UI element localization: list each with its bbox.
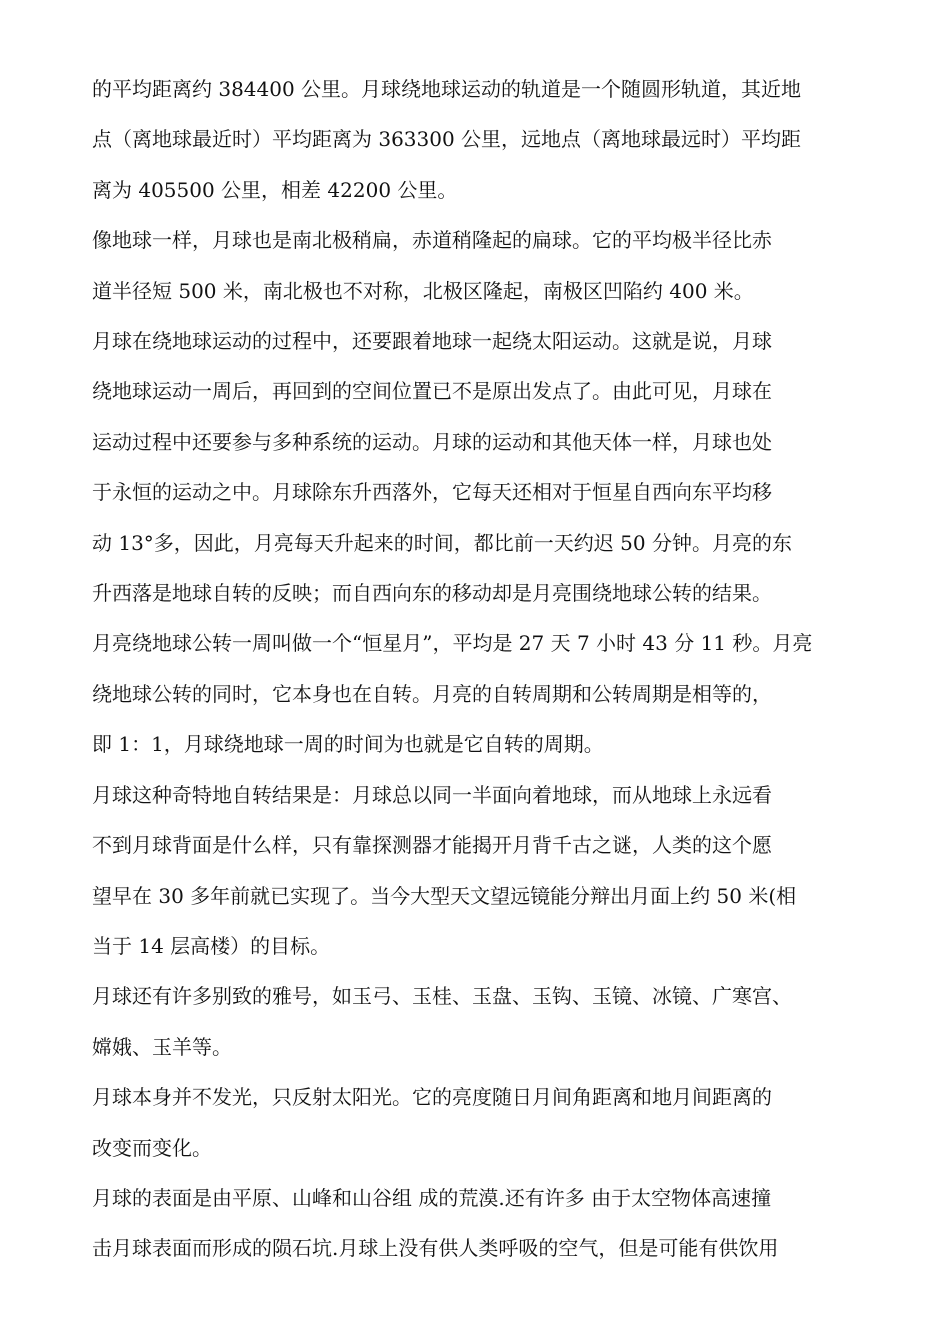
paragraph-moon-shape [92,215,862,316]
text-line: 月球在绕地球运动的过程中，还要跟着地球一起绕太阳运动。这就是说，月球 [92,329,772,354]
text-line: 运动过程中还要参与多种系统的运动。月球的运动和其他天体一样，月球也处 [92,429,772,454]
paragraph-moonlight [92,1072,862,1173]
paragraph-nicknames [92,971,862,1072]
text-line: 月亮绕地球公转一周叫做一个“恒星月”，平均是 27 天 7 小时 43 分 11 秒。月亮 [92,631,813,656]
document-body [92,64,862,1274]
text-line: 离为 405500 公里，相差 42200 公里。 [92,177,458,202]
paragraph-moon-distance [92,64,862,215]
text-line: 嫦娥、玉羊等。 [92,1034,232,1059]
text-line: 击月球表面而形成的陨石坑.月球上没有供人类呼吸的空气，但是可能有供饮用 [92,1236,779,1261]
paragraph-surface [92,1173,862,1274]
text-line: 改变而变化。 [92,1135,212,1160]
text-line: 不到月球背面是什么样，只有靠探测器才能揭开月背千古之谜，人类的这个愿 [92,833,772,858]
text-line: 当于 14 层高楼）的目标。 [92,933,331,958]
text-line: 道半径短 500 米，南北极也不对称，北极区隆起，南极区凹陷约 400 米。 [92,278,754,303]
text-line: 月球本身并不发光，只反射太阳光。它的亮度随日月间角距离和地月间距离的 [92,1085,772,1110]
paragraph-far-side [92,770,862,972]
text-line: 月球这种奇特地自转结果是：月球总以同一半面向着地球，而从地球上永远看 [92,782,772,807]
text-line: 绕地球运动一周后，再回到的空间位置已不是原出发点了。由此可见，月球在 [92,379,772,404]
text-line: 望早在 30 多年前就已实现了。当今大型天文望远镜能分辩出月面上约 50 米(相 [92,883,797,908]
text-line: 月球的表面是由平原、山峰和山谷组 成的荒漠.还有许多 由于太空物体高速撞 [92,1185,772,1210]
paragraph-sidereal-month [92,618,862,769]
text-line: 像地球一样，月球也是南北极稍扁，赤道稍隆起的扁球。它的平均极半径比赤 [92,228,772,253]
paragraph-moon-motion [92,316,862,618]
text-line: 点（离地球最近时）平均距离为 363300 公里，远地点（离地球最远时）平均距 [92,127,802,152]
text-line: 月球还有许多别致的雅号，如玉弓、玉桂、玉盘、玉钩、玉镜、冰镜、广寒宫、 [92,984,792,1009]
text-line: 升西落是地球自转的反映；而自西向东的移动却是月亮围绕地球公转的结果。 [92,581,772,606]
text-line: 即 1：1，月球绕地球一周的时间为也就是它自转的周期。 [92,732,604,757]
text-line: 绕地球公转的同时，它本身也在自转。月亮的自转周期和公转周期是相等的， [92,681,772,706]
text-line: 于永恒的运动之中。月球除东升西落外，它每天还相对于恒星自西向东平均移 [92,480,772,505]
text-line: 动 13°多，因此，月亮每天升起来的时间，都比前一天约迟 50 分钟。月亮的东 [92,530,792,555]
text-line: 的平均距离约 384400 公里。月球绕地球运动的轨道是一个随圆形轨道，其近地 [92,77,802,101]
